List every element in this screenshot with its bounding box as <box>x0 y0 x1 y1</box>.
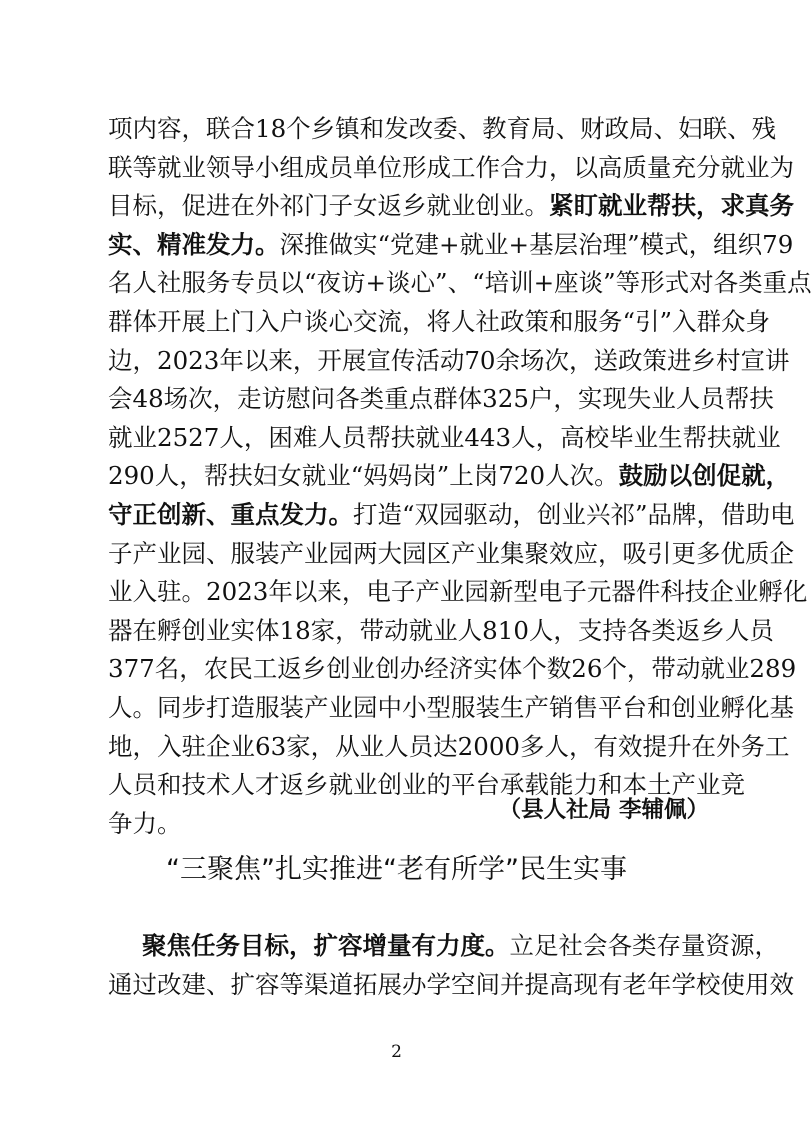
text-run: 深推做实“党建+就业+基层治理”模式，组织79 <box>279 229 794 259</box>
text-run: 377名，农民工返乡创业创办经济实体个数26个，带动就业289 <box>108 654 797 684</box>
text-run: 边，2023年以来，开展宣传活动70余场次，送政策进乡村宣讲 <box>108 345 790 375</box>
text-line <box>108 112 777 146</box>
text-line <box>108 614 774 648</box>
text-line <box>108 189 794 223</box>
text-line <box>108 459 791 493</box>
text-line <box>108 691 794 725</box>
text-run: 人员和技术人才返乡就业创业的平台承载能力和本土产业竞 <box>108 770 745 800</box>
bold-lead-text: 鼓励以创促就， <box>618 461 791 491</box>
text-run: 通过改建、扩容等渠道拓展办学空间并提高现有老年学校使用效 <box>108 970 794 999</box>
text-run: 群体开展上门入户谈心交流，将人社政策和服务“引”入群众身 <box>108 307 771 336</box>
text-line <box>108 537 794 571</box>
bold-lead-text: 实、精准发力。 <box>108 229 280 259</box>
text-run: 人。同步打造服装产业园中小型服装生产销售平台和创业孵化基 <box>108 693 794 722</box>
text-line <box>108 228 794 262</box>
bold-lead-text: 聚焦任务目标，扩容增量有力度。 <box>142 931 510 960</box>
text-run: 联等就业领导小组成员单位形成工作合力，以高质量充分就业为 <box>108 152 794 182</box>
text-line <box>108 421 781 455</box>
text-line <box>108 151 794 185</box>
text-run: 立足社会各类存量资源， <box>509 931 779 960</box>
text-run: 争力。 <box>108 808 182 838</box>
text-run: 地，入驻企业63家，从业人员达2000多人，有效提升在外务工 <box>108 731 790 761</box>
author-signature: （县人社局 李辅佩） <box>498 797 709 823</box>
bold-lead-text: 紧盯就业帮扶，求真务 <box>549 191 794 221</box>
text-run: 目标，促进在外祁门子女返乡就业创业。 <box>108 191 549 221</box>
text-run: 290人，帮扶妇女就业“妈妈岗”上岗720人次。 <box>108 461 619 491</box>
text-line <box>108 266 812 300</box>
text-line <box>108 968 794 1002</box>
text-line <box>108 730 790 764</box>
text-line <box>142 929 779 963</box>
text-line <box>108 498 795 532</box>
page-number: 2 <box>391 1042 402 1062</box>
text-line <box>108 344 790 378</box>
text-line <box>108 652 797 686</box>
text-run: 会48场次，走访慰问各类重点群体325户，实现失业人员帮扶 <box>108 384 774 414</box>
text-run: 业入驻。2023年以来，电子产业园新型电子元器件科技企业孵化 <box>108 577 808 607</box>
text-line <box>108 575 808 609</box>
text-line <box>108 382 774 416</box>
text-run: 器在孵创业实体18家，带动就业人810人，支持各类返乡人员 <box>108 615 774 645</box>
text-run: 打造“双园驱动，创业兴祁”品牌，借助电 <box>353 500 795 529</box>
text-run: 就业2527人，困难人员帮扶就业443人，高校毕业生帮扶就业 <box>108 422 781 452</box>
text-run: 子产业园、服装产业园两大园区产业集聚效应，吸引更多优质企 <box>108 538 794 568</box>
bold-lead-text: 守正创新、重点发力。 <box>108 500 353 529</box>
text-line <box>108 305 771 339</box>
text-run: 名人社服务专员以“夜访+谈心”、“培训+座谈”等形式对各类重点 <box>108 268 812 298</box>
text-run: 项内容，联合18个乡镇和发改委、教育局、财政局、妇联、残 <box>108 114 777 143</box>
section-heading: “三聚焦”扎实推进“老有所学”民生实事 <box>166 854 627 885</box>
